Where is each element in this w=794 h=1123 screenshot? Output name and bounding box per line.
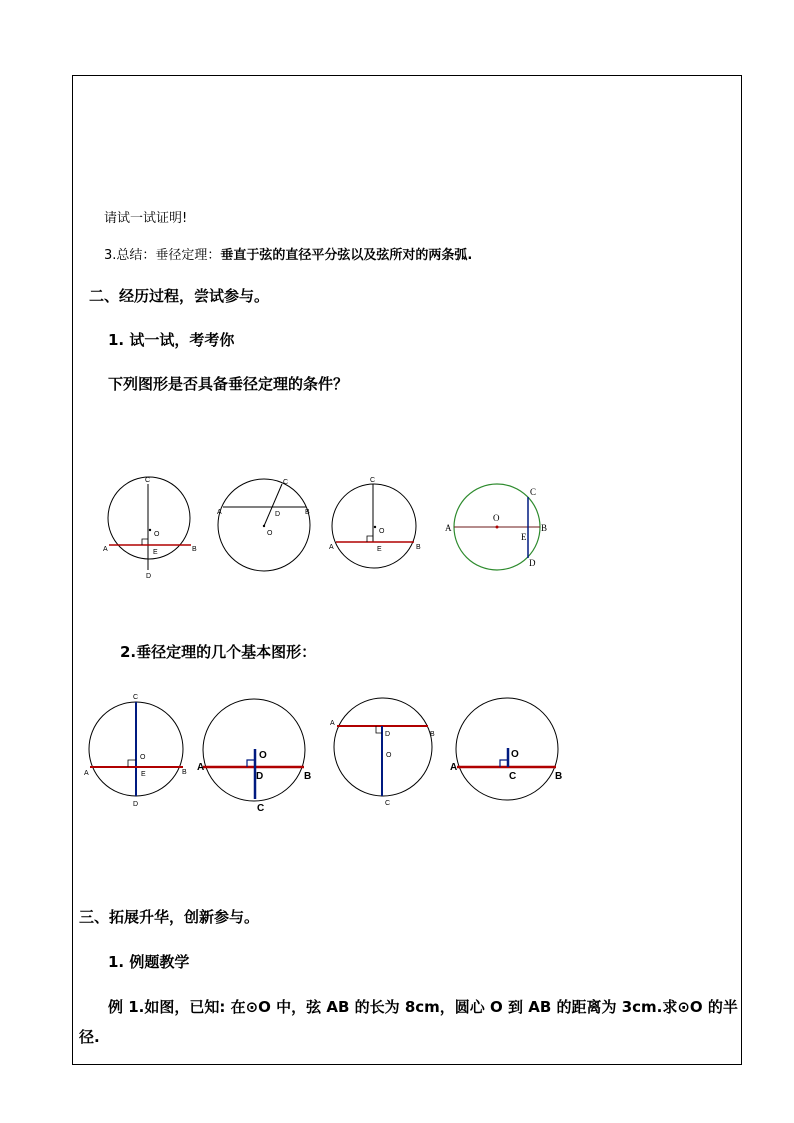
row1-figure-4	[445, 484, 547, 570]
circle-shape	[332, 484, 416, 568]
label-b: B	[541, 523, 548, 533]
center-point	[263, 525, 265, 527]
row2-figure-1	[84, 694, 187, 808]
label-d: D	[146, 573, 152, 580]
right-angle-mark	[367, 536, 373, 542]
center-point	[149, 529, 151, 531]
summary-theorem: 垂直于弦的直径平分弦以及弦所对的两条弧.	[220, 248, 473, 263]
right-angle-mark	[128, 760, 136, 767]
label-a: A	[329, 544, 334, 551]
try-prove-text: 请试一试证明!	[104, 211, 188, 226]
label-c: C	[385, 800, 391, 807]
segment-oc	[264, 484, 282, 526]
label-b: B	[416, 544, 421, 551]
label-d: D	[529, 558, 536, 568]
label-d: D	[385, 731, 391, 738]
label-a: A	[103, 546, 108, 553]
label-a: A	[330, 720, 335, 727]
label-o: O	[379, 528, 385, 535]
label-a: A	[217, 509, 222, 516]
item-3-heading: 1. 例题教学	[108, 953, 190, 971]
label-a: A	[450, 762, 458, 773]
row1-figure-1	[103, 477, 197, 580]
label-b: B	[430, 731, 435, 738]
center-point	[496, 526, 499, 529]
label-a: A	[84, 770, 89, 777]
label-c: C	[257, 803, 265, 814]
row1-figure-3	[329, 477, 421, 568]
item-2-heading: 2.垂径定理的几个基本图形：	[120, 643, 317, 661]
label-e: E	[153, 549, 158, 556]
row2-figure-2	[197, 699, 311, 814]
label-o: O	[511, 749, 519, 760]
row2-figure-3	[330, 698, 435, 807]
label-d: D	[133, 801, 139, 808]
question-text: 下列图形是否具备垂径定理的条件？	[108, 375, 349, 393]
label-o: O	[259, 750, 267, 761]
right-angle-mark	[142, 539, 148, 545]
label-o: O	[267, 530, 273, 537]
row2-figure-4	[450, 698, 562, 800]
figures-row-2	[80, 686, 580, 816]
label-b: B	[182, 769, 187, 776]
label-d: D	[256, 771, 264, 782]
figures-row-1	[100, 470, 570, 590]
example-text-line-1: 例 1.如图，已知: 在⊙O 中，弦 AB 的长为 8cm，圆心 O 到 AB 的距离为 3cm.求⊙O 的半	[108, 998, 738, 1016]
label-c: C	[283, 479, 289, 486]
center-point	[374, 526, 376, 528]
circle-shape	[108, 477, 190, 559]
label-b: B	[192, 546, 197, 553]
summary-prefix: 3.总结：垂径定理：	[104, 248, 221, 263]
section-2-heading: 二、经历过程，尝试参与。	[89, 287, 270, 305]
label-o: O	[386, 752, 392, 759]
label-e: E	[141, 771, 146, 778]
label-b: B	[305, 509, 310, 516]
item-1-heading: 1. 试一试，考考你	[108, 331, 235, 349]
label-c: C	[509, 771, 517, 782]
label-c: C	[145, 477, 151, 484]
label-c: C	[133, 694, 139, 701]
label-o: O	[154, 531, 160, 538]
label-a: A	[445, 523, 452, 533]
label-b: B	[304, 771, 312, 782]
label-d: D	[275, 511, 281, 518]
label-e: E	[521, 532, 527, 542]
section-3-heading: 三、拓展升华，创新参与。	[79, 908, 260, 926]
label-o: O	[140, 754, 146, 761]
label-c: C	[370, 477, 376, 484]
example-text-line-2: 径.	[79, 1028, 100, 1046]
label-o: O	[493, 513, 500, 523]
label-c: C	[530, 487, 537, 497]
row1-figure-2	[217, 479, 310, 571]
summary-line	[104, 244, 472, 263]
label-b: B	[555, 771, 563, 782]
label-e: E	[377, 546, 382, 553]
label-a: A	[197, 762, 205, 773]
